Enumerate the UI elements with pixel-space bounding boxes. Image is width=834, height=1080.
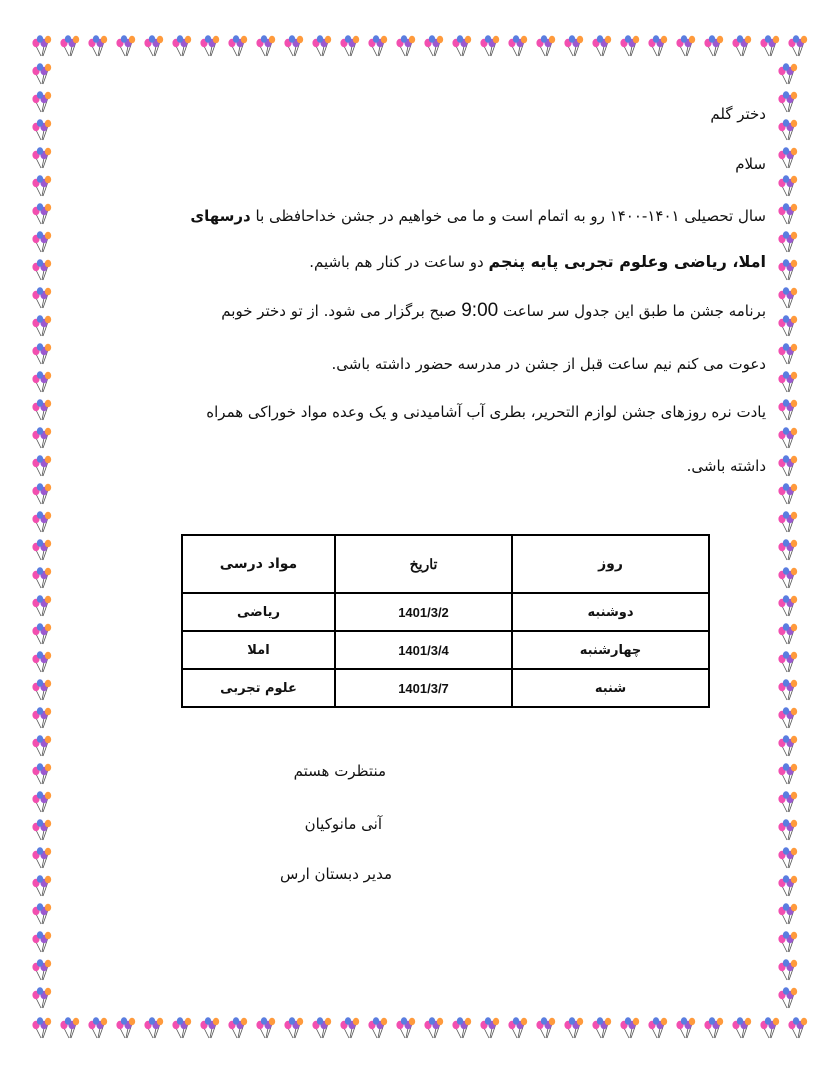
balloon-cluster-icon	[32, 903, 51, 924]
balloon-cluster-icon	[778, 483, 797, 504]
balloon-cluster-icon	[32, 567, 51, 588]
p2-time: 9:00	[461, 300, 499, 321]
balloon-cluster-icon	[32, 91, 51, 112]
paragraph-3-line-1: یادت نره روزهای جشن لوازم التحریر، بطری آب آشامیدنی و یک وعده مواد خوراکی همراه	[206, 403, 766, 421]
balloon-cluster-icon	[424, 1017, 443, 1038]
balloon-cluster-icon	[32, 287, 51, 308]
balloon-cluster-icon	[144, 1017, 163, 1038]
balloon-cluster-icon	[778, 707, 797, 728]
balloon-cluster-icon	[172, 35, 191, 56]
p1-prefix: سال تحصیلی	[679, 207, 766, 225]
balloon-cluster-icon	[32, 175, 51, 196]
header-subject: مواد درسی	[182, 535, 335, 593]
balloon-cluster-icon	[32, 875, 51, 896]
balloon-cluster-icon	[32, 707, 51, 728]
balloon-cluster-icon	[778, 427, 797, 448]
balloon-cluster-icon	[778, 455, 797, 476]
balloon-cluster-icon	[256, 35, 275, 56]
row-date: 1401/3/4	[335, 631, 512, 669]
balloon-cluster-icon	[32, 371, 51, 392]
closing-line: منتظرت هستم	[293, 762, 386, 780]
balloon-cluster-icon	[508, 35, 527, 56]
balloon-cluster-icon	[704, 1017, 723, 1038]
balloon-cluster-icon	[32, 763, 51, 784]
balloon-cluster-icon	[778, 959, 797, 980]
balloon-cluster-icon	[778, 875, 797, 896]
balloon-cluster-icon	[368, 1017, 387, 1038]
balloon-cluster-icon	[32, 511, 51, 532]
balloon-cluster-icon	[32, 1017, 51, 1038]
table-row	[182, 593, 709, 631]
balloon-cluster-icon	[676, 35, 695, 56]
balloon-cluster-icon	[778, 231, 797, 252]
balloon-cluster-icon	[88, 1017, 107, 1038]
balloon-cluster-icon	[778, 399, 797, 420]
balloon-cluster-icon	[368, 35, 387, 56]
paragraph-2-line-1	[221, 300, 766, 322]
header-day: روز	[512, 535, 709, 593]
balloon-cluster-icon	[564, 1017, 583, 1038]
salutation: دختر گلم	[710, 105, 766, 123]
balloon-cluster-icon	[284, 35, 303, 56]
balloon-cluster-icon	[480, 35, 499, 56]
balloon-cluster-icon	[648, 1017, 667, 1038]
balloon-cluster-icon	[452, 35, 471, 56]
row-date: 1401/3/7	[335, 669, 512, 707]
balloon-cluster-icon	[778, 203, 797, 224]
balloon-cluster-icon	[32, 231, 51, 252]
balloon-cluster-icon	[32, 735, 51, 756]
balloon-cluster-icon	[778, 91, 797, 112]
p1-bold-subjects: املا، ریاضی وعلوم تجربی پایه پنجم	[488, 252, 766, 271]
balloon-cluster-icon	[536, 35, 555, 56]
balloon-cluster-icon	[228, 35, 247, 56]
balloon-cluster-icon	[228, 1017, 247, 1038]
balloon-cluster-icon	[676, 1017, 695, 1038]
balloon-cluster-icon	[778, 763, 797, 784]
balloon-cluster-icon	[778, 931, 797, 952]
signer-title: مدیر دبستان ارس	[280, 865, 392, 883]
balloon-cluster-icon	[32, 651, 51, 672]
balloon-cluster-icon	[32, 203, 51, 224]
balloon-cluster-icon	[32, 595, 51, 616]
balloon-cluster-icon	[480, 1017, 499, 1038]
balloon-cluster-icon	[396, 35, 415, 56]
greeting: سلام	[735, 155, 766, 173]
balloon-cluster-icon	[778, 567, 797, 588]
schedule-table	[181, 534, 710, 708]
balloon-cluster-icon	[620, 1017, 639, 1038]
balloon-cluster-icon	[32, 847, 51, 868]
table-row	[182, 669, 709, 707]
header-date: تاریخ	[335, 535, 512, 593]
balloon-cluster-icon	[778, 259, 797, 280]
balloon-cluster-icon	[778, 987, 797, 1008]
p1-bold-start: درسهای	[190, 207, 251, 225]
balloon-cluster-icon	[778, 651, 797, 672]
balloon-cluster-icon	[778, 175, 797, 196]
balloon-cluster-icon	[144, 35, 163, 56]
balloon-cluster-icon	[778, 791, 797, 812]
balloon-cluster-icon	[788, 35, 807, 56]
balloon-cluster-icon	[778, 315, 797, 336]
balloon-cluster-icon	[32, 539, 51, 560]
balloon-cluster-icon	[778, 287, 797, 308]
balloon-cluster-icon	[32, 427, 51, 448]
balloon-cluster-icon	[32, 819, 51, 840]
balloon-cluster-icon	[452, 1017, 471, 1038]
balloon-cluster-icon	[32, 959, 51, 980]
row-subject: املا	[182, 631, 335, 669]
row-date: 1401/3/2	[335, 593, 512, 631]
balloon-cluster-icon	[620, 35, 639, 56]
balloon-cluster-icon	[88, 35, 107, 56]
row-day: شنبه	[512, 669, 709, 707]
balloon-cluster-icon	[32, 791, 51, 812]
balloon-cluster-icon	[32, 35, 51, 56]
balloon-cluster-icon	[60, 1017, 79, 1038]
p2-prefix: برنامه جشن ما طبق این جدول سر ساعت	[498, 302, 766, 320]
balloon-cluster-icon	[778, 819, 797, 840]
row-day: دوشنبه	[512, 593, 709, 631]
balloon-cluster-icon	[32, 483, 51, 504]
p2-suffix: صبح برگزار می شود. از تو دختر خوبم	[221, 302, 462, 320]
balloon-cluster-icon	[778, 847, 797, 868]
paragraph-1-line-2	[309, 252, 766, 271]
balloon-cluster-icon	[778, 539, 797, 560]
row-day: چهارشنبه	[512, 631, 709, 669]
balloon-cluster-icon	[32, 147, 51, 168]
balloon-cluster-icon	[704, 35, 723, 56]
balloon-cluster-icon	[760, 1017, 779, 1038]
balloon-cluster-icon	[778, 623, 797, 644]
balloon-cluster-icon	[32, 399, 51, 420]
balloon-cluster-icon	[116, 1017, 135, 1038]
balloon-cluster-icon	[200, 35, 219, 56]
paragraph-1-line-1	[190, 207, 766, 225]
balloon-cluster-icon	[32, 259, 51, 280]
balloon-cluster-icon	[116, 35, 135, 56]
balloon-cluster-icon	[778, 679, 797, 700]
balloon-cluster-icon	[396, 1017, 415, 1038]
table-header-row	[182, 535, 709, 593]
balloon-cluster-icon	[340, 35, 359, 56]
balloon-cluster-icon	[648, 35, 667, 56]
balloon-cluster-icon	[32, 987, 51, 1008]
paragraph-2-line-2: دعوت می کنم نیم ساعت قبل از جشن در مدرسه حضور داشته باشی.	[331, 355, 766, 373]
balloon-cluster-icon	[424, 35, 443, 56]
balloon-cluster-icon	[732, 35, 751, 56]
table-row	[182, 631, 709, 669]
balloon-cluster-icon	[312, 1017, 331, 1038]
balloon-cluster-icon	[312, 35, 331, 56]
balloon-cluster-icon	[778, 595, 797, 616]
balloon-cluster-icon	[778, 119, 797, 140]
balloon-cluster-icon	[32, 119, 51, 140]
balloon-cluster-icon	[778, 343, 797, 364]
row-subject: علوم تجربی	[182, 669, 335, 707]
balloon-cluster-icon	[32, 623, 51, 644]
balloon-cluster-icon	[592, 1017, 611, 1038]
balloon-cluster-icon	[256, 1017, 275, 1038]
signer-name: آنی مانوکیان	[304, 815, 382, 833]
balloon-cluster-icon	[778, 371, 797, 392]
balloon-cluster-icon	[32, 63, 51, 84]
balloon-cluster-icon	[732, 1017, 751, 1038]
balloon-cluster-icon	[778, 63, 797, 84]
balloon-cluster-icon	[200, 1017, 219, 1038]
paragraph-3-line-2: داشته باشی.	[686, 457, 766, 475]
balloon-cluster-icon	[788, 1017, 807, 1038]
balloon-cluster-icon	[778, 735, 797, 756]
balloon-cluster-icon	[592, 35, 611, 56]
balloon-cluster-icon	[508, 1017, 527, 1038]
balloon-cluster-icon	[172, 1017, 191, 1038]
balloon-cluster-icon	[564, 35, 583, 56]
balloon-cluster-icon	[778, 511, 797, 532]
balloon-cluster-icon	[32, 679, 51, 700]
balloon-cluster-icon	[778, 147, 797, 168]
balloon-cluster-icon	[32, 315, 51, 336]
balloon-cluster-icon	[760, 35, 779, 56]
balloon-cluster-icon	[284, 1017, 303, 1038]
p1-middle: رو به اتمام است و ما می خواهیم در جشن خداحافظی با	[250, 207, 610, 225]
balloon-cluster-icon	[340, 1017, 359, 1038]
p1-suffix: دو ساعت در کنار هم باشیم.	[309, 253, 489, 271]
p1-years: ۱۴۰۱-۱۴۰۰	[609, 207, 680, 225]
balloon-cluster-icon	[32, 455, 51, 476]
balloon-cluster-icon	[60, 35, 79, 56]
balloon-cluster-icon	[32, 343, 51, 364]
row-subject: ریاضی	[182, 593, 335, 631]
balloon-cluster-icon	[778, 903, 797, 924]
balloon-cluster-icon	[536, 1017, 555, 1038]
balloon-cluster-icon	[32, 931, 51, 952]
